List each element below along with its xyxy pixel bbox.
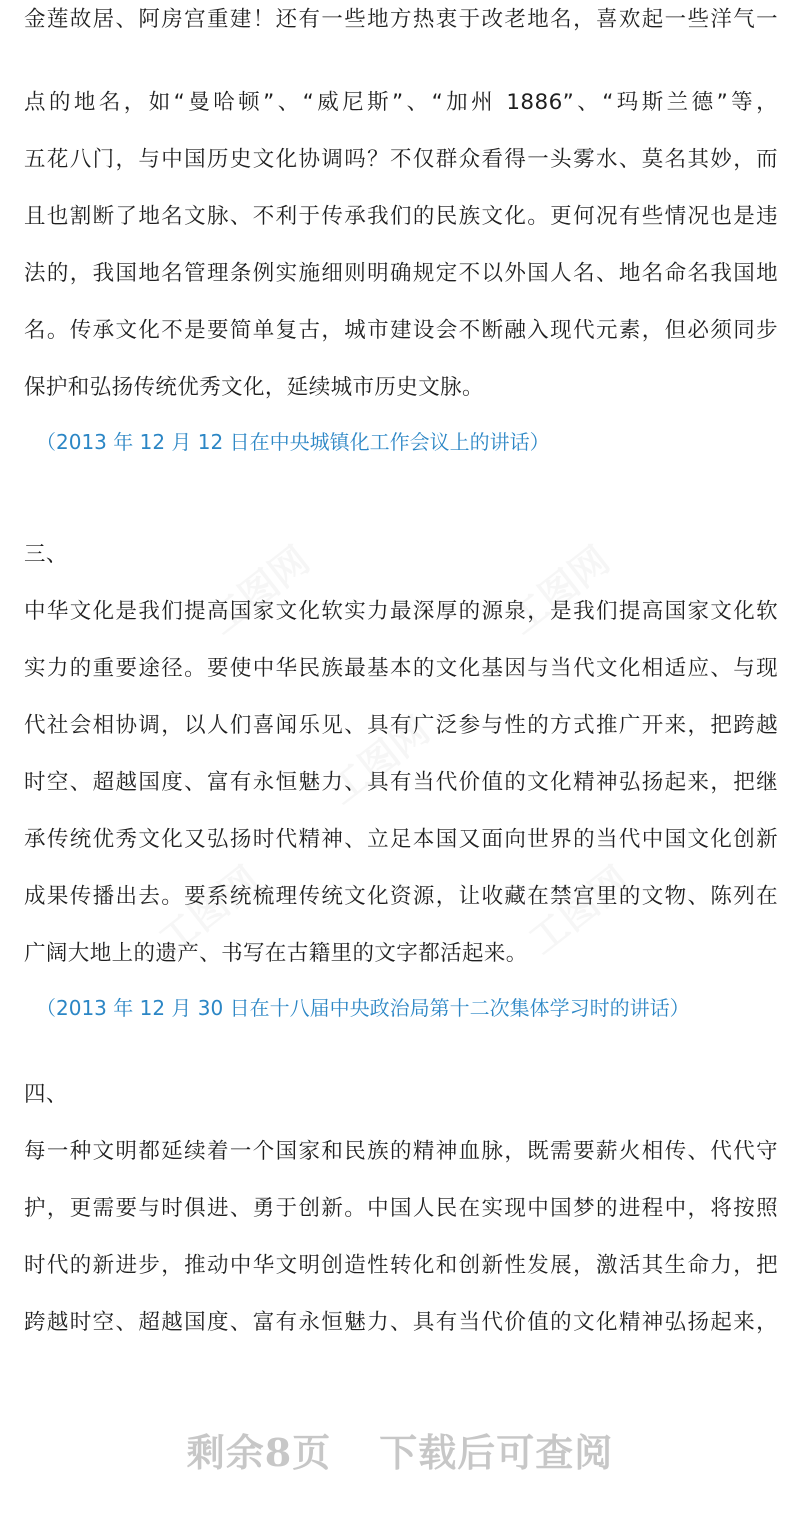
citation-source: （2013 年 12 月 12 日在中央城镇化工作会议上的讲话） <box>36 430 550 454</box>
watermark-logo: 工图网 <box>200 537 318 643</box>
citation-source: （2013 年 12 月 30 日在十八届中央政治局第十二次集体学习时的讲话） <box>36 996 690 1020</box>
remaining-pages-label: 剩余8页 <box>186 1430 332 1475</box>
paragraph-line: 广阔大地上的遗产、书写在古籍里的文字都活起来。 <box>24 941 528 966</box>
paragraph-line: 跨越时空、超越国度、富有永恒魅力、具有当代价值的文化精神弘扬起来， <box>24 1310 778 1335</box>
paragraph-line: 五花八门，与中国历史文化协调吗？不仅群众看得一头雾水、莫名其妙，而 <box>24 147 778 172</box>
paragraph-line: 护，更需要与时俱进、勇于创新。中国人民在实现中国梦的进程中，将按照 <box>24 1196 778 1221</box>
download-prompt-banner[interactable] <box>0 1418 800 1488</box>
paragraph-line: 且也割断了地名文脉、不利于传承我们的民族文化。更何况有些情况也是违 <box>24 204 778 229</box>
paragraph-line: 代社会相协调，以人们喜闻乐见、具有广泛参与性的方式推广开来，把跨越 <box>24 713 778 738</box>
paragraph-line: 每一种文明都延续着一个国家和民族的精神血脉，既需要薪火相传、代代守 <box>24 1139 778 1164</box>
paragraph-line: 承传统优秀文化又弘扬时代精神、立足本国又面向世界的当代中国文化创新 <box>24 827 778 852</box>
section-heading: 四、 <box>24 1082 68 1107</box>
paragraph-line: 名。传承文化不是要简单复古，城市建设会不断融入现代元素，但必须同步 <box>24 318 778 343</box>
watermark-logo: 工图网 <box>520 857 638 963</box>
paragraph-line: 保护和弘扬传统优秀文化，延续城市历史文脉。 <box>24 375 484 400</box>
section-heading: 三、 <box>24 542 68 567</box>
paragraph-line: 金莲故居、阿房宫重建！还有一些地方热衷于改老地名，喜欢起一些洋气一 <box>24 7 778 32</box>
download-to-read-label[interactable]: 下载后可查阅 <box>379 1430 614 1475</box>
watermark-logo: 工图网 <box>500 537 618 643</box>
paragraph-line: 实力的重要途径。要使中华民族最基本的文化基因与当代文化相适应、与现 <box>24 656 778 681</box>
paragraph-line: 点的地名，如“曼哈顿”、“威尼斯”、“加州 1886”、“玛斯兰德”等， <box>24 90 778 115</box>
paragraph-line: 时空、超越国度、富有永恒魅力、具有当代价值的文化精神弘扬起来，把继 <box>24 770 778 795</box>
watermark-logo: 工图网 <box>320 707 438 813</box>
paragraph-line: 法的，我国地名管理条例实施细则明确规定不以外国人名、地名命名我国地 <box>24 261 778 286</box>
paragraph-line: 时代的新进步，推动中华文明创造性转化和创新性发展，激活其生命力，把 <box>24 1253 778 1278</box>
paragraph-line: 成果传播出去。要系统梳理传统文化资源，让收藏在禁宫里的文物、陈列在 <box>24 884 778 909</box>
watermark-logo: 工图网 <box>150 857 268 963</box>
paragraph-line: 中华文化是我们提高国家文化软实力最深厚的源泉，是我们提高国家文化软 <box>24 599 778 624</box>
